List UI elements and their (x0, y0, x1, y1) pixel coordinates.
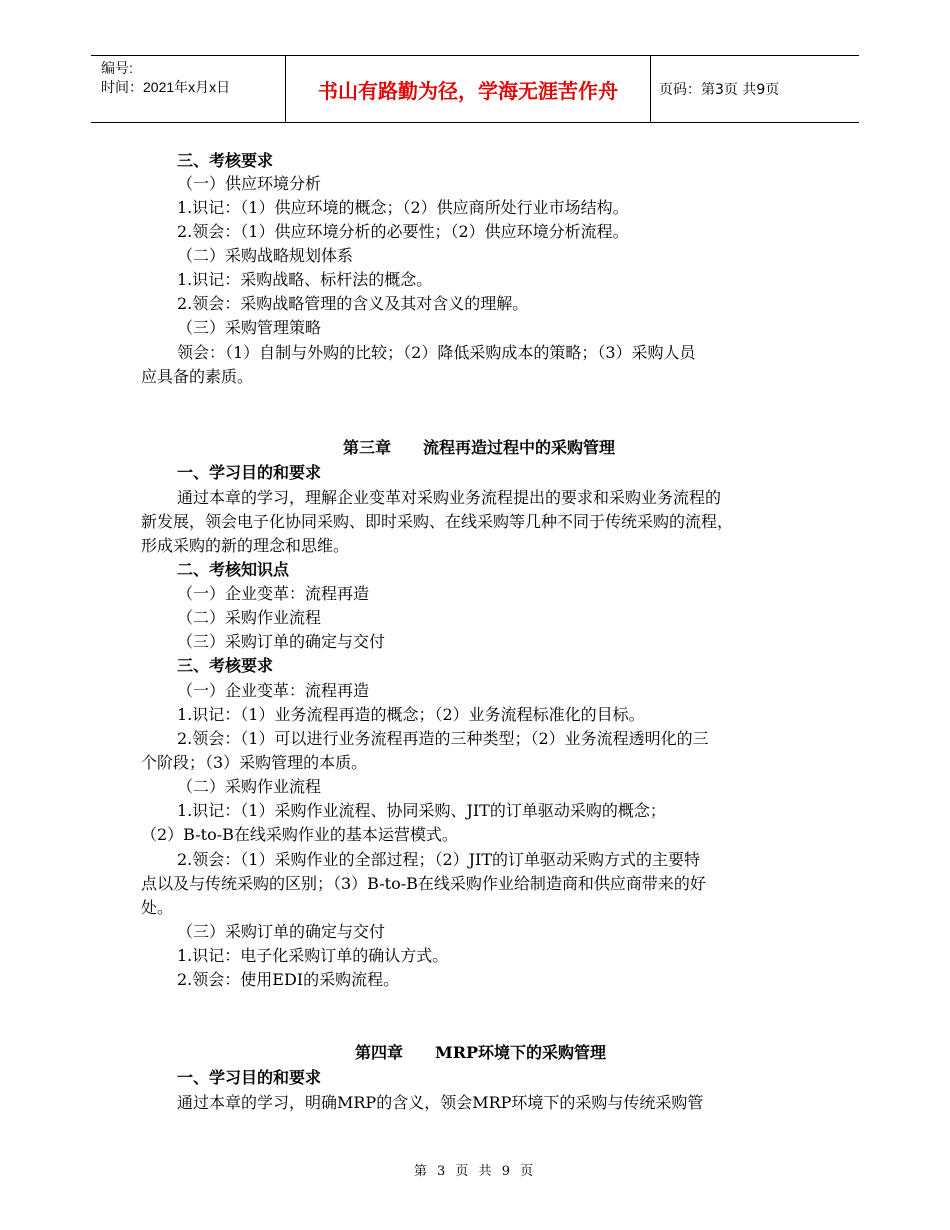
section-heading: 一、学习目的和要求 (177, 1068, 322, 1087)
paragraph-line: 通过本章的学习，理解企业变革对采购业务流程提出的要求和采购业务流程的 (177, 488, 722, 507)
page-footer: 第 3 页 共 9 页 (413, 1164, 537, 1179)
paragraph-line: 1.识记：采购战略、标杆法的概念。 (177, 270, 433, 289)
section-heading: 三、考核要求 (177, 151, 274, 170)
subsection-heading: （一）企业变革：流程再造 (177, 681, 370, 700)
list-item: （三）采购订单的确定与交付 (177, 632, 386, 651)
subsection-heading: （二）采购战略规划体系 (177, 246, 354, 265)
chapter-title: 第四章 MRP环境下的采购管理 (355, 1043, 607, 1062)
list-item: （一）企业变革：流程再造 (177, 584, 370, 603)
paragraph-line: 1.识记：（1）采购作业流程、协同采购、JIT的订单驱动采购的概念； (177, 801, 666, 820)
header-page-info: 页码：第3页 共9页 (659, 82, 780, 98)
section-heading: 三、考核要求 (177, 656, 274, 675)
paragraph-line: 2.领会：（1）可以进行业务流程再造的三种类型；（2）业务流程透明化的三 (177, 729, 709, 748)
paragraph-line: 2.领会：（1）供应环境分析的必要性；（2）供应环境分析流程。 (177, 222, 629, 241)
paragraph-line: 通过本章的学习，明确MRP的含义，领会MRP环境下的采购与传统采购管 (177, 1093, 704, 1112)
paragraph-line: 处。 (141, 898, 174, 917)
section-heading: 一、学习目的和要求 (177, 463, 322, 482)
paragraph-line: 形成采购的新的理念和思维。 (141, 536, 350, 555)
list-item: （二）采购作业流程 (177, 608, 322, 627)
paragraph-line: 个阶段；（3）采购管理的本质。 (141, 753, 368, 772)
section-heading: 二、考核知识点 (177, 560, 290, 579)
paragraph-line: 2.领会：采购战略管理的含义及其对含义的理解。 (177, 294, 529, 313)
header-motto: 书山有路勤为径，学海无涯苦作舟 (285, 56, 651, 122)
number-label: 编号: (101, 60, 133, 76)
subsection-heading: （二）采购作业流程 (177, 777, 322, 796)
paragraph-line: 2.领会：（1）采购作业的全部过程；（2）JIT的订单驱动采购方式的主要特 (177, 850, 701, 869)
subsection-heading: （一）供应环境分析 (177, 174, 322, 193)
subsection-heading: （三）采购订单的确定与交付 (177, 922, 386, 941)
paragraph-line: 1.识记：（1）业务流程再造的概念；（2）业务流程标准化的目标。 (177, 705, 645, 724)
paragraph-line: 新发展，领会电子化协同采购、即时采购、在线采购等几种不同于传统采购的流程， (141, 512, 734, 531)
paragraph-line: 应具备的素质。 (141, 367, 254, 386)
subsection-heading: （三）采购管理策略 (177, 318, 322, 337)
paragraph-line: 1.识记：电子化采购订单的确认方式。 (177, 946, 449, 965)
paragraph-line: 点以及与传统采购的区别；（3）B-to-B在线采购作业给制造商和供应商带来的好 (141, 874, 706, 893)
paragraph-line: 1.识记：（1）供应环境的概念；（2）供应商所处行业市场结构。 (177, 198, 629, 217)
time-label: 时间：2021年x月x日 (101, 79, 231, 95)
paragraph-line: 领会：（1）自制与外购的比较；（2）降低采购成本的策略；（3）采购人员 (177, 343, 696, 362)
chapter-title: 第三章 流程再造过程中的采购管理 (343, 438, 616, 457)
paragraph-line: 2.领会：使用EDI的采购流程。 (177, 970, 400, 989)
page-header (91, 55, 859, 123)
paragraph-line: （2）B-to-B在线采购作业的基本运营模式。 (141, 825, 458, 844)
header-left-cell (91, 56, 285, 122)
